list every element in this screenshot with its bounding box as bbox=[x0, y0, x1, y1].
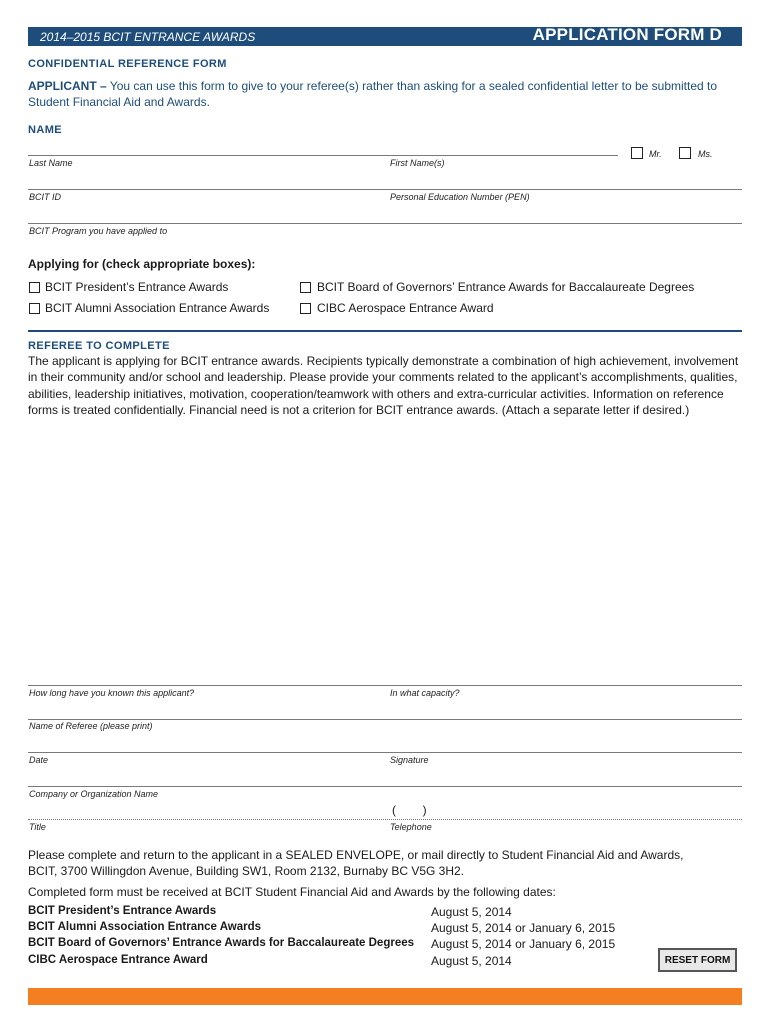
referee-instructions: The applicant is applying for BCIT entrance awards. Recipients typically demonstrate a combination of high achievement, involvement in their community and/or school and leadership. Please provide your comments related to the applicant’s accomplishments, qualities, abilities, leadership initiatives, motivation, cooperation/teamwork with others and extra-curricular activities. Information on reference forms is treated confidentially. Financial need is not a criterion for BCIT entrance awards. (Attach a separate letter if desired.) bbox=[28, 354, 739, 417]
deadline-date: August 5, 2014 or January 6, 2015 bbox=[431, 937, 616, 951]
ms-label: Ms. bbox=[698, 149, 713, 159]
company-field[interactable] bbox=[28, 786, 742, 787]
cibc-award-label: CIBC Aerospace Entrance Award bbox=[317, 301, 494, 315]
presidents-award-checkbox[interactable] bbox=[29, 282, 40, 293]
applicant-text: You can use this form to give to your referee(s) rather than asking for a sealed confidential letter to be submitted to Student Financial Aid and Awards. bbox=[28, 79, 718, 109]
program-label: BCIT Program you have applied to bbox=[29, 226, 168, 236]
pen-label: Personal Education Number (PEN) bbox=[390, 192, 530, 202]
deadline-date: August 5, 2014 or January 6, 2015 bbox=[431, 921, 616, 935]
deadline-name: CIBC Aerospace Entrance Award bbox=[28, 954, 208, 966]
applying-title: Applying for (check appropriate boxes): bbox=[28, 257, 256, 271]
title-label: Title bbox=[29, 822, 46, 832]
deadline-name: BCIT Alumni Association Entrance Awards bbox=[28, 921, 262, 933]
telephone-label: Telephone bbox=[390, 822, 432, 832]
alumni-award-label: BCIT Alumni Association Entrance Awards bbox=[45, 301, 270, 315]
applicant-instructions bbox=[28, 78, 728, 110]
bcit-id-pen-field[interactable] bbox=[28, 189, 742, 190]
title-telephone-field[interactable] bbox=[28, 819, 742, 820]
last-first-name-field[interactable] bbox=[28, 155, 618, 156]
mr-label: Mr. bbox=[649, 149, 662, 159]
how-long-label: How long have you known this applicant? bbox=[29, 688, 195, 698]
program-field[interactable] bbox=[28, 223, 742, 224]
telephone-area-code: ( ) bbox=[392, 803, 427, 817]
section-divider bbox=[28, 330, 742, 332]
date-signature-field[interactable] bbox=[28, 752, 742, 753]
header-awards-title: 2014–2015 BCIT ENTRANCE AWARDS bbox=[40, 30, 256, 44]
deadline-date: August 5, 2014 bbox=[431, 954, 512, 968]
capacity-label: In what capacity? bbox=[390, 688, 460, 698]
last-name-label: Last Name bbox=[29, 158, 73, 168]
board-governors-award-checkbox[interactable] bbox=[300, 282, 311, 293]
known-capacity-field[interactable] bbox=[28, 685, 742, 686]
signature-label: Signature bbox=[390, 755, 429, 765]
bcit-id-label: BCIT ID bbox=[29, 192, 62, 202]
presidents-award-label: BCIT President’s Entrance Awards bbox=[45, 280, 229, 294]
first-name-label: First Name(s) bbox=[390, 158, 445, 168]
deadline-intro: Completed form must be received at BCIT Student Financial Aid and Awards by the following dates: bbox=[28, 885, 556, 899]
reset-form-button[interactable]: RESET FORM bbox=[658, 948, 737, 972]
referee-name-field[interactable] bbox=[28, 719, 742, 720]
deadline-name: BCIT President’s Entrance Awards bbox=[28, 905, 217, 917]
form-title: CONFIDENTIAL REFERENCE FORM bbox=[28, 58, 227, 70]
mr-checkbox[interactable] bbox=[631, 147, 643, 159]
alumni-award-checkbox[interactable] bbox=[29, 303, 40, 314]
header-bar bbox=[28, 27, 742, 46]
return-instructions: Please complete and return to the applicant in a SEALED ENVELOPE, or mail directly to Student Financial Aid and Awards, BCIT, 3700 Willingdon Avenue, Building SW1, Room 2132, Burnaby BC V5G 3H2. bbox=[28, 848, 684, 878]
referee-name-label: Name of Referee (please print) bbox=[29, 721, 153, 731]
referee-section-title: REFEREE TO COMPLETE bbox=[28, 340, 170, 352]
name-section-title: NAME bbox=[28, 124, 62, 136]
company-label: Company or Organization Name bbox=[29, 789, 159, 799]
deadline-date: August 5, 2014 bbox=[431, 905, 512, 919]
applicant-lead: APPLICANT – bbox=[28, 79, 107, 93]
board-governors-award-label: BCIT Board of Governors’ Entrance Awards for Baccalaureate Degrees bbox=[317, 280, 695, 294]
footer-bar bbox=[28, 988, 742, 1005]
deadline-name: BCIT Board of Governors’ Entrance Awards for Baccalaureate Degrees bbox=[28, 937, 415, 949]
cibc-award-checkbox[interactable] bbox=[300, 303, 311, 314]
header-form-title: APPLICATION FORM D bbox=[532, 25, 722, 44]
date-label: Date bbox=[29, 755, 49, 765]
referee-comments-area[interactable] bbox=[28, 425, 742, 680]
ms-checkbox[interactable] bbox=[679, 147, 691, 159]
